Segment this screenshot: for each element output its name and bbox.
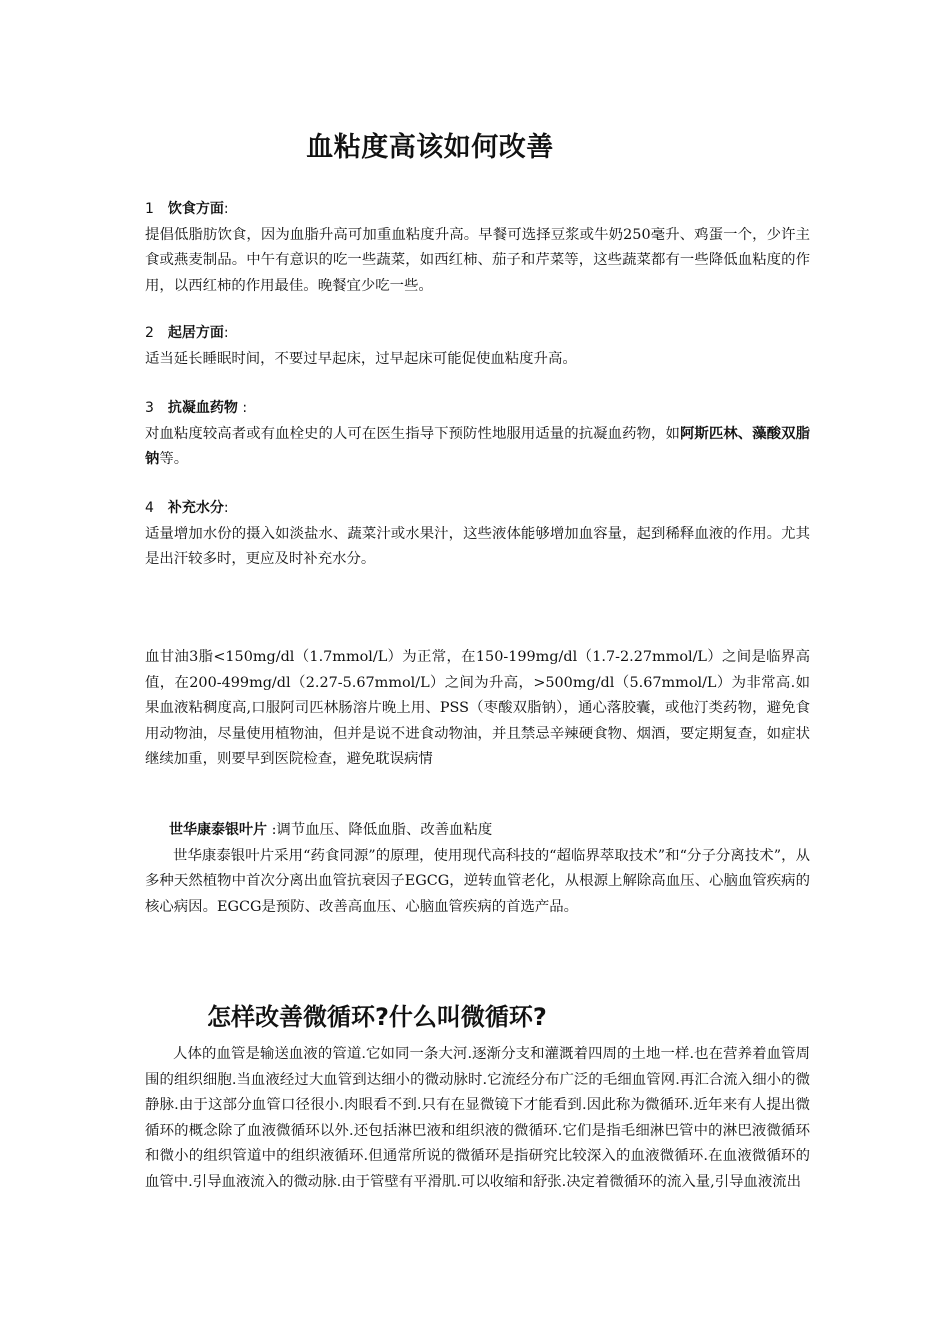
section-heading (145, 197, 810, 223)
section-lifestyle (145, 321, 810, 372)
section-title-microcirculation: 怎样改善微循环?什么叫微循环? (207, 1003, 547, 1031)
section-number: 1 (145, 201, 154, 217)
product-name: 世华康泰银叶片 (169, 822, 267, 838)
section-heading (145, 496, 810, 522)
section-body (145, 422, 810, 473)
section-title: 抗凝血药物 (167, 400, 238, 416)
section-number: 3 (145, 400, 154, 416)
section-diet (145, 197, 810, 299)
product-heading (145, 818, 810, 844)
section-colon: : (223, 201, 229, 217)
triglyceride-paragraph (145, 645, 810, 773)
microcirculation-paragraph (145, 1042, 810, 1195)
section-heading (145, 396, 810, 422)
section-body: 提倡低脂肪饮食，因为血脂升高可加重血粘度升高。早餐可选择豆浆或牛奶250毫升、鸡蛋一个，少许主食或燕麦制品。中午有意识的吃一些蔬菜，如西红柿、茄子和芹菜等，这些蔬菜都有一些降低血粘度的作用，以西红柿的作用最佳。晚餐宜少吃一些。 (145, 226, 810, 294)
section-colon: : (223, 325, 229, 341)
product-tagline: :调节血压、降低血脂、改善血粘度 (267, 822, 493, 838)
drug-names: 阿斯匹林、藻酸双脂钠 (145, 425, 810, 467)
section-body: 适量增加水份的摄入如淡盐水、蔬菜汁或水果汁，这些液体能够增加血容量，起到稀释血液的作用。尤其是出汗较多时，更应及时补充水分。 (145, 525, 810, 567)
section-hydration (145, 496, 810, 573)
paragraph-text: 人体的血管是输送血液的管道.它如同一条大河.逐渐分支和灌溉着四周的土地一样.也在营养着血管周围的组织细胞.当血液经过大血管到达细小的微动脉时.它流经分布广泛的毛细血管网.再汇合流入细小的微静脉.由于这部分血管口径很小.肉眼看不到.只有在显微镜下才能看到.因此称为微循环.近年来有人提出微循环的概念除了血液微循环以外.还包括淋巴液和组织液的微循环.它们是指毛细淋巴管中的淋巴液微循环和微小的组织管道中的组织液循环.但通常所说的微循环是指研究比较深入的血液微循环.在血液微循环的血管中.引导血液流入的微动脉.由于管壁有平滑肌.可以收缩和舒张.决定着微循环的流入量,引导血液流出 (145, 1046, 810, 1190)
body-text-end: 等。 (159, 451, 189, 467)
section-colon: : (223, 500, 229, 516)
product-block (145, 818, 810, 920)
body-text: 对血粘度较高者或有血栓史的人可在医生指导下预防性地服用适量的抗凝血药物，如 (145, 425, 680, 442)
section-heading (145, 321, 810, 347)
paragraph-text: 血甘油3脂<150mg/dl（1.7mmol/L）为正常，在150-199mg/dl（1.7-2.27mmol/L）之间是临界高值，在200-499mg/dl（2.27-5.67mmol/L）之间为升高，>500mg/dl（5.67mmol/L）为非常高.如果血液粘稠度高,口服阿司匹林肠溶片晚上用、PSS（枣酸双脂钠），通心落胶囊，或他汀类药物，避免食用动物油，尽量使用植物油，但并是说不进食动物油，并且禁忌辛辣硬食物、烟酒，要定期复查，如症状继续加重，则要早到医院检查，避免耽误病情 (145, 649, 810, 767)
section-title: 饮食方面 (167, 201, 224, 217)
section-anticoagulant (145, 396, 810, 473)
section-colon: : (237, 400, 248, 416)
section-number: 4 (145, 500, 154, 516)
page-title: 血粘度高该如何改善 (306, 132, 554, 163)
section-title: 起居方面 (167, 325, 224, 341)
product-description: 世华康泰银叶片采用“药食同源”的原理，使用现代高科技的“超临界萃取技术”和“分子分离技术”，从多种天然植物中首次分离出血管抗衰因子EGCG，逆转血管老化，从根源上解除高血压、心脑血管疾病的核心病因。EGCG是预防、改善高血压、心脑血管疾病的首选产品。 (145, 847, 810, 915)
section-body: 适当延长睡眠时间，不要过早起床，过早起床可能促使血粘度升高。 (145, 350, 577, 367)
section-title: 补充水分 (167, 500, 224, 516)
section-number: 2 (145, 325, 154, 341)
